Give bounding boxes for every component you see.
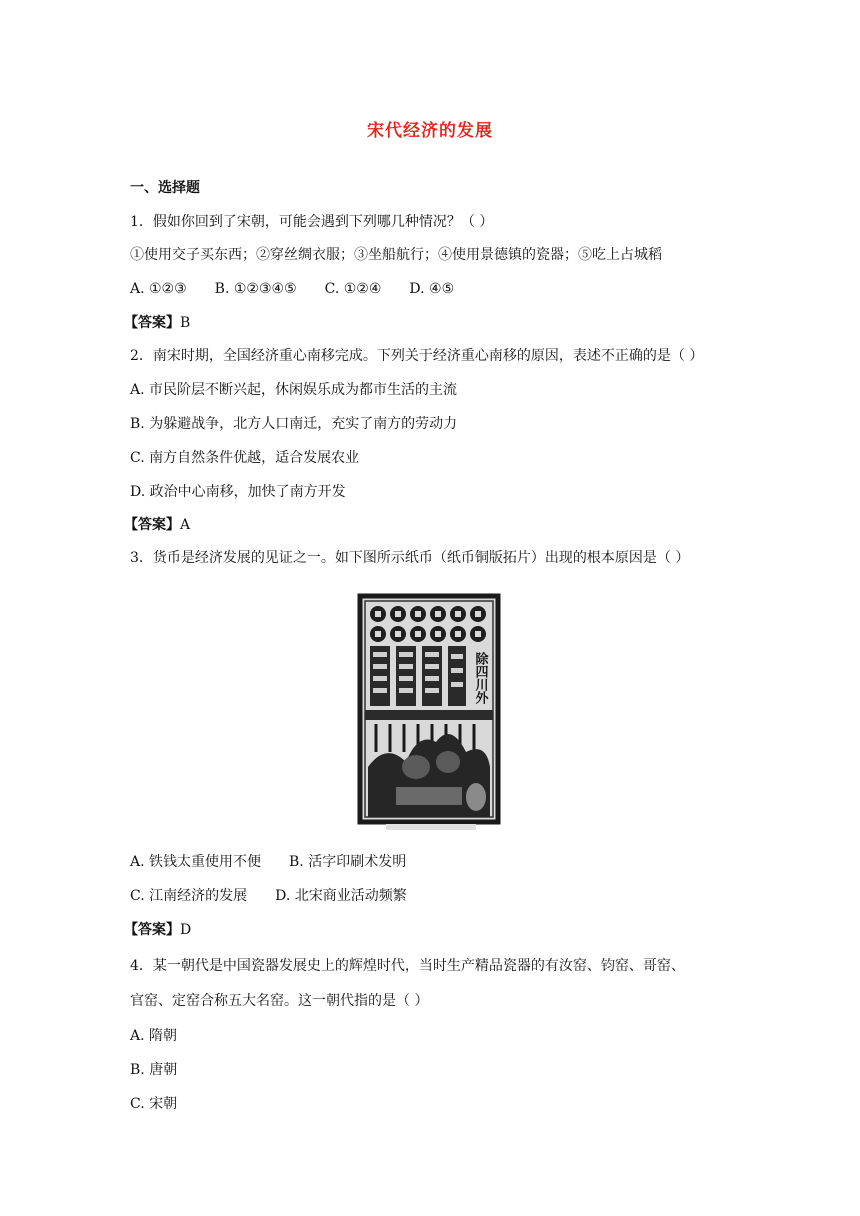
question-4-stem-line-2: 官窑、定窑合称五大名窑。这一朝代指的是（ ） xyxy=(130,993,429,1009)
question-2-option-c: C. 南方自然条件优越，适合发展农业 xyxy=(130,450,360,466)
question-4-option-a: A. 隋朝 xyxy=(130,1028,178,1044)
answer-label: 【答案】 xyxy=(124,517,180,533)
question-1-stem: 1．假如你回到了宋朝，可能会遇到下列哪几种情况？（ ） xyxy=(130,214,494,230)
question-3-options-row-2 xyxy=(130,886,407,906)
question-3-option-c: C. 江南经济的发展 xyxy=(130,888,248,904)
question-3-option-b: B. 活字印刷术发明 xyxy=(289,854,407,870)
question-1-option-b: B. ①②③④⑤ xyxy=(214,281,297,297)
question-1-option-a: A. ①②③ xyxy=(130,281,187,297)
answer-label: 【答案】 xyxy=(124,315,180,331)
banknote-inscription: 除四川外 xyxy=(472,652,488,704)
question-3-answer xyxy=(124,920,191,940)
question-4-stem-line-1: 4．某一朝代是中国瓷器发展史上的辉煌时代，当时生产精品瓷器的有汝窑、钧窑、哥窑、 xyxy=(130,958,685,974)
question-2-option-d: D. 政治中心南移，加快了南方开发 xyxy=(130,484,346,500)
banknote-rubbing-image xyxy=(356,592,502,832)
question-4-option-b: B. 唐朝 xyxy=(130,1062,178,1078)
answer-value: B xyxy=(180,315,191,331)
question-4-option-c: C. 宋朝 xyxy=(130,1096,178,1112)
question-2-answer xyxy=(124,515,190,535)
answer-value: D xyxy=(180,922,192,938)
question-2-option-b: B. 为躲避战争，北方人口南迁，充实了南方的劳动力 xyxy=(130,416,458,432)
question-3-stem: 3．货币是经济发展的见证之一。如下图所示纸币（纸币铜版拓片）出现的根本原因是（ ） xyxy=(130,550,690,566)
answer-value: A xyxy=(180,517,191,533)
question-1-option-d: D. ④⑤ xyxy=(409,281,455,297)
section-heading: 一、选择题 xyxy=(130,180,200,196)
question-2-stem: 2．南宋时期，全国经济重心南移完成。下列关于经济重心南移的原因，表述不正确的是（ ） xyxy=(130,348,704,364)
question-1-option-c: C. ①②④ xyxy=(324,281,382,297)
question-3-option-d: D. 北宋商业活动频繁 xyxy=(275,888,407,904)
document-title: 宋代经济的发展 xyxy=(367,121,493,141)
answer-label: 【答案】 xyxy=(124,922,180,938)
question-1-options xyxy=(130,279,454,299)
question-3-option-a: A. 铁钱太重使用不便 xyxy=(130,854,262,870)
question-2-option-a: A. 市民阶层不断兴起，休闲娱乐成为都市生活的主流 xyxy=(130,382,458,398)
question-1-items: ①使用交子买东西；②穿丝绸衣服；③坐船航行；④使用景德镇的瓷器；⑤吃上占城稻 xyxy=(130,247,662,263)
question-3-options-row-1 xyxy=(130,852,406,872)
question-1-answer xyxy=(124,313,190,333)
